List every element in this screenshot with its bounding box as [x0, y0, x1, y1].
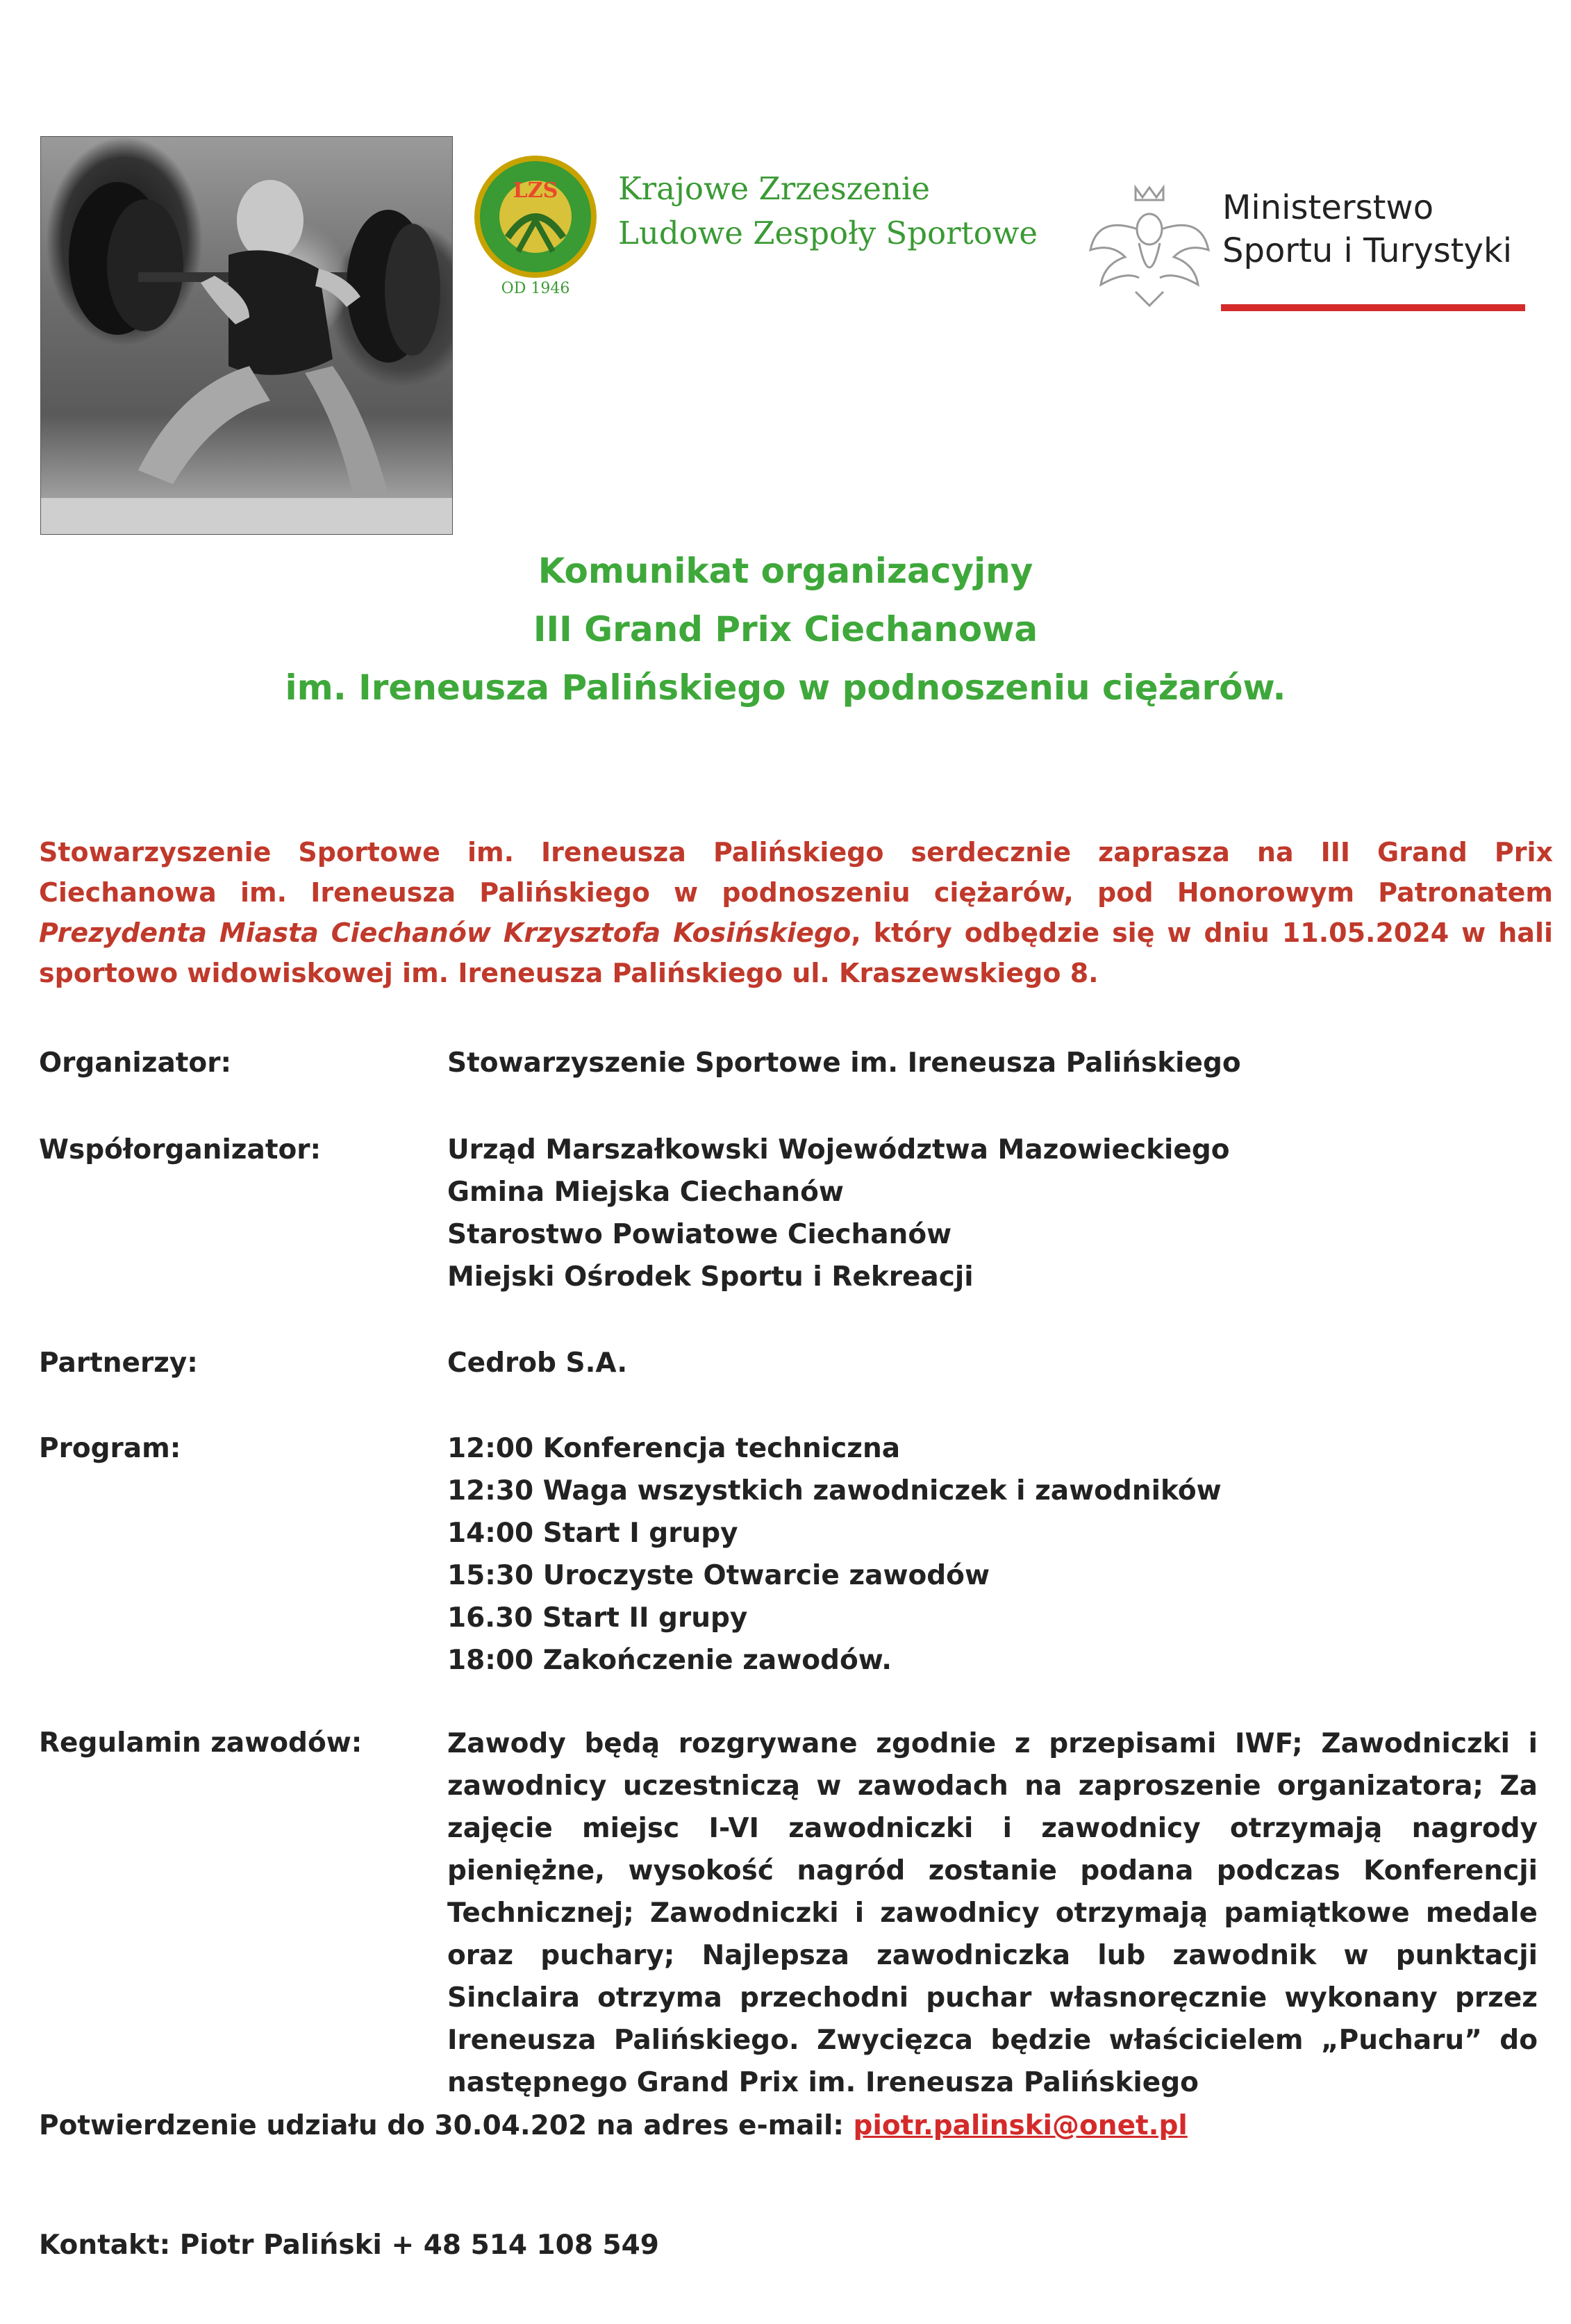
- rules-label: Regulamin zawodów:: [39, 1727, 363, 1759]
- ministry-line2: Sportu i Turystyki: [1222, 231, 1513, 270]
- program-item: 14:00 Start I grupy: [447, 1518, 738, 1549]
- weightlifter-illustration: [41, 137, 452, 534]
- lzs-since-text: OD 1946: [501, 280, 570, 297]
- ministry-name: [1222, 186, 1512, 272]
- intro-patron: Prezydenta Miasta Ciechanów Krzysztofa Kosińskiego: [39, 918, 851, 948]
- lzs-badge-text: LZS: [513, 179, 558, 203]
- intro-part1: Stowarzyszenie Sportowe im. Ireneusza Palińskiego serdecznie zaprasza na III Grand Prix Ciechanowa im. Ireneusza Palińskiego w podnoszeniu ciężarów, pod Honorowym Patronatem: [39, 837, 1553, 908]
- ministry-red-bar: [1221, 304, 1525, 311]
- program-item: 16.30 Start II grupy: [447, 1602, 748, 1634]
- partners-label: Partnerzy:: [39, 1347, 198, 1379]
- program-item: 18:00 Zakończenie zawodów.: [447, 1645, 892, 1676]
- coorganizer-item: Gmina Miejska Ciechanów: [447, 1177, 844, 1208]
- organizer-label: Organizator:: [39, 1047, 232, 1079]
- coorganizer-item: Starostwo Powiatowe Ciechanów: [447, 1219, 952, 1250]
- lzs-name-line1: Krajowe Zrzeszenie: [618, 170, 931, 207]
- ministry-line1: Ministerstwo: [1222, 188, 1434, 227]
- intro-paragraph: [39, 832, 1553, 993]
- coorganizer-label: Współorganizator:: [39, 1134, 322, 1165]
- program-list: [447, 1427, 1222, 1682]
- ministry-eagle-logo: [1083, 174, 1215, 313]
- contact-line: Kontakt: Piotr Paliński + 48 514 108 549: [39, 2230, 659, 2261]
- partners-value: [447, 1342, 627, 1384]
- confirmation-line: [39, 2110, 1188, 2141]
- coorganizer-list: [447, 1129, 1230, 1298]
- title-line1: Komunikat organizacyjny: [538, 551, 1033, 591]
- lzs-emblem-icon: [469, 154, 601, 300]
- confirmation-text: Potwierdzenie udziału do 30.04.202 na adres e-mail:: [39, 2110, 854, 2141]
- lzs-logo: [469, 154, 601, 300]
- organizer-name: Stowarzyszenie Sportowe im. Ireneusza Palińskiego: [447, 1047, 1241, 1079]
- lzs-name-line2: Ludowe Zespoły Sportowe: [618, 215, 1038, 251]
- title-line3: im. Ireneusza Palińskiego w podnoszeniu ciężarów.: [285, 667, 1286, 708]
- partner-name: Cedrob S.A.: [447, 1347, 628, 1379]
- title-line2: III Grand Prix Ciechanowa: [533, 609, 1038, 649]
- email-link[interactable]: piotr.palinski@onet.pl: [853, 2110, 1188, 2141]
- intro-part2: , który odbędzie się w dniu 11.05.2024 w hali sportowo widowiskowej im. Ireneusza Palińskiego ul. Kraszewskiego 8.: [39, 918, 1553, 988]
- coorganizer-item: Urząd Marszałkowski Województwa Mazowieckiego: [447, 1134, 1230, 1165]
- organizer-value: [447, 1042, 1241, 1084]
- coorganizer-item: Miejski Ośrodek Sportu i Rekreacji: [447, 1261, 974, 1293]
- weightlifter-photo: [40, 136, 453, 535]
- program-item: 12:00 Konferencja techniczna: [447, 1433, 901, 1464]
- program-item: 12:30 Waga wszystkich zawodniczek i zawodników: [447, 1475, 1222, 1507]
- program-item: 15:30 Uroczyste Otwarcie zawodów: [447, 1560, 990, 1591]
- lzs-name: [618, 167, 1038, 256]
- program-label: Program:: [39, 1433, 181, 1464]
- document-title: [0, 542, 1571, 717]
- white-eagle-icon: [1083, 174, 1215, 313]
- rules-text: Zawody będą rozgrywane zgodnie z przepisami IWF; Zawodniczki i zawodnicy uczestniczą w zawodach na zaproszenie organizatora; Za zajęcie miejsc I-VI zawodniczki i zawodnicy otrzymają nagrody pieniężne, wysokość nagród zostanie podana podczas Konferencji Technicznej; Zawodniczki i zawodnicy otrzymają pamiątkowe medale oraz puchary; Najlepsza zawodniczka lub zawodnik w punktacji Sinclaira otrzyma przechodni puchar własnoręcznie wykonany przez Ireneusza Palińskiego. Zwycięzca będzie właścicielem „Pucharu” do następnego Grand Prix im. Ireneusza Palińskiego: [447, 1728, 1538, 2098]
